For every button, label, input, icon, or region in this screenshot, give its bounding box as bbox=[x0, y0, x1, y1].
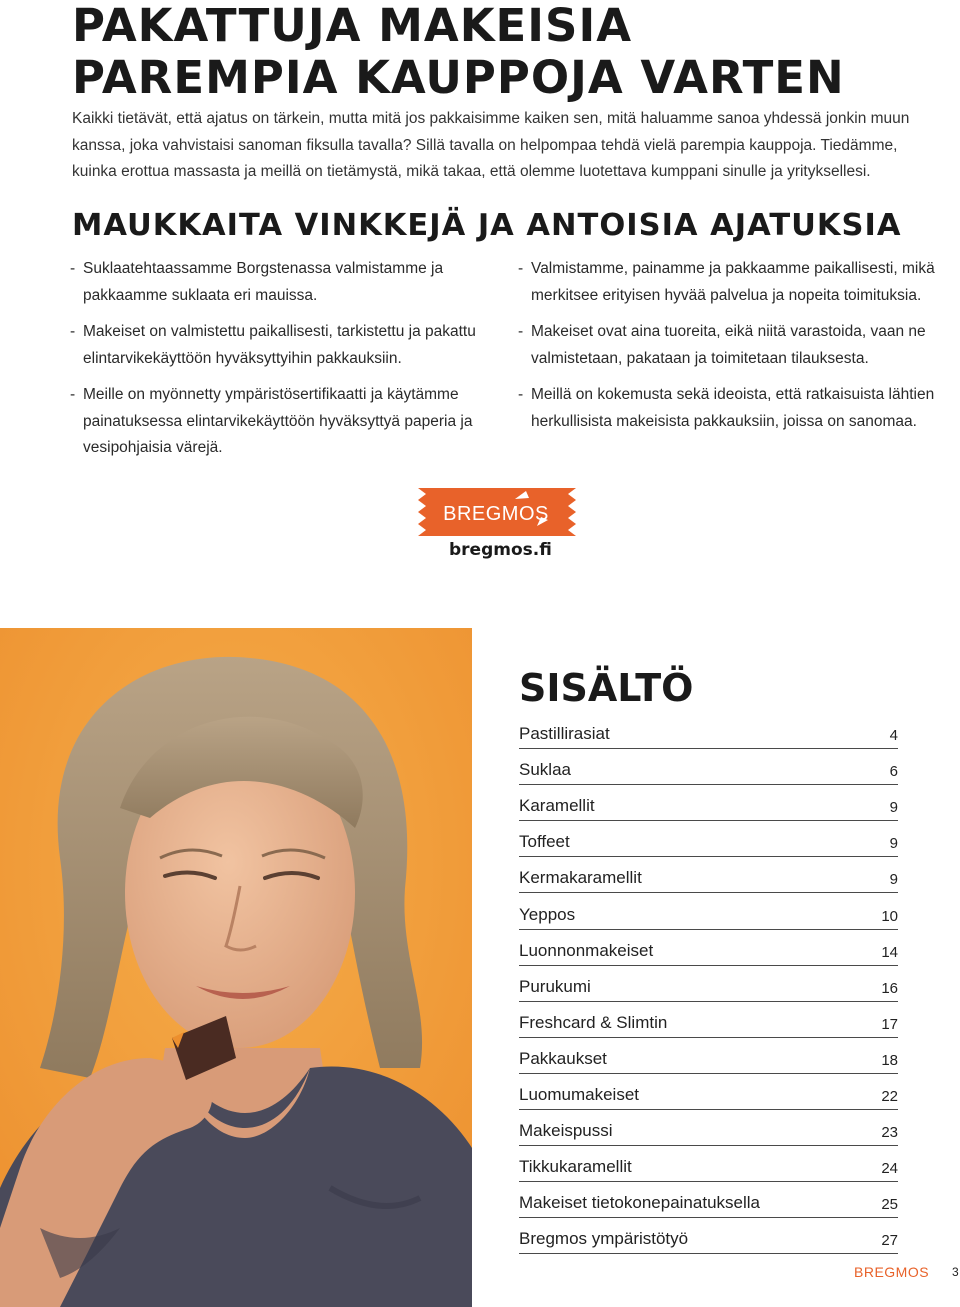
toc-item[interactable] bbox=[519, 821, 898, 857]
toc-item-page: 17 bbox=[881, 1015, 898, 1033]
toc-item-label: Makeiset tietokonepainatuksella bbox=[519, 1193, 760, 1213]
toc-item[interactable] bbox=[519, 893, 898, 929]
portrait-illustration bbox=[0, 628, 472, 1307]
toc-item-label: Yeppos bbox=[519, 904, 576, 924]
section-subheading: MAUKKAITA VINKKEJÄ JA ANTOISIA AJATUKSIA bbox=[72, 208, 902, 243]
toc-item-page: 22 bbox=[881, 1088, 898, 1106]
toc-item[interactable] bbox=[519, 857, 898, 893]
bullet-dash: - bbox=[70, 260, 76, 277]
bullet-dash: - bbox=[70, 323, 76, 340]
bullet-text: Valmistamme, painamme ja pakkaamme paikallisesti, mikä merkitsee erityisen hyvää palvelua ja nopeita toimituksia. bbox=[531, 260, 935, 304]
bullet-list-right bbox=[518, 256, 938, 445]
bullet-item bbox=[518, 319, 938, 372]
logo-wordmark: BREGMOS bbox=[443, 503, 549, 525]
page-title bbox=[72, 0, 845, 104]
bullet-item bbox=[70, 256, 490, 309]
bullet-text: Suklaatehtaassamme Borgstenassa valmistamme ja pakkaamme suklaata eri mauissa. bbox=[83, 260, 444, 304]
toc-item[interactable] bbox=[519, 713, 898, 749]
toc-item[interactable] bbox=[519, 1218, 898, 1254]
page-number: 3 bbox=[952, 1265, 959, 1279]
bullet-dash: - bbox=[518, 323, 524, 340]
toc-item-label: Kermakaramellit bbox=[519, 868, 642, 888]
bullet-dash: - bbox=[70, 386, 76, 403]
woman-eating-chocolate-photo bbox=[0, 628, 472, 1307]
toc-item-label: Tikkukaramellit bbox=[519, 1157, 632, 1177]
toc-item-label: Makeispussi bbox=[519, 1121, 613, 1141]
toc-item[interactable] bbox=[519, 785, 898, 821]
bullet-text: Makeiset ovat aina tuoreita, eikä niitä varastoida, vaan ne valmistetaan, pakataan ja toimitetaan tilauksesta. bbox=[531, 323, 926, 367]
toc-item[interactable] bbox=[519, 1182, 898, 1218]
toc-item-page: 16 bbox=[881, 979, 898, 997]
bullet-list-left bbox=[70, 256, 490, 472]
page-title-line-2: PAREMPIA KAUPPOJA VARTEN bbox=[72, 51, 845, 104]
toc-item-page: 14 bbox=[881, 943, 898, 961]
bregmos-logo bbox=[416, 486, 578, 538]
bullet-item bbox=[70, 382, 490, 462]
bullet-text: Meillä on kokemusta sekä ideoista, että ratkaisuista lähtien herkullisista makeisista pakkauksiin, joissa on sanomaa. bbox=[531, 386, 935, 430]
bullet-text: Meille on myönnetty ympäristösertifikaatti ja käytämme painatuksessa elintarvikekäyttöön hyväksyttyä paperia ja vesipohjaisia värejä. bbox=[83, 386, 473, 456]
toc-item-page: 6 bbox=[889, 763, 898, 781]
toc-title: SISÄLTÖ bbox=[519, 666, 694, 710]
toc-item[interactable] bbox=[519, 966, 898, 1002]
toc-item-page: 9 bbox=[889, 835, 898, 853]
toc-item-page: 9 bbox=[889, 871, 898, 889]
toc-item-label: Suklaa bbox=[519, 760, 571, 780]
toc-item-label: Pakkaukset bbox=[519, 1048, 607, 1068]
toc-item[interactable] bbox=[519, 1110, 898, 1146]
toc-item-label: Pastillirasiat bbox=[519, 724, 610, 744]
toc-item[interactable] bbox=[519, 1146, 898, 1182]
toc-item[interactable] bbox=[519, 749, 898, 785]
toc-item-page: 24 bbox=[881, 1160, 898, 1178]
website-link[interactable]: bregmos.fi bbox=[449, 540, 552, 560]
footer-brand: BREGMOS bbox=[854, 1264, 930, 1280]
bullet-item bbox=[518, 256, 938, 309]
toc-item[interactable] bbox=[519, 930, 898, 966]
table-of-contents bbox=[519, 713, 898, 1254]
toc-item-page: 10 bbox=[881, 907, 898, 925]
toc-item-label: Toffeet bbox=[519, 832, 570, 852]
bullet-item bbox=[518, 382, 938, 435]
toc-item-page: 9 bbox=[889, 799, 898, 817]
toc-item[interactable] bbox=[519, 1002, 898, 1038]
toc-item-page: 23 bbox=[881, 1124, 898, 1142]
toc-item-label: Purukumi bbox=[519, 976, 591, 996]
intro-paragraph: Kaikki tietävät, että ajatus on tärkein, mutta mitä jos pakkaisimme kaiken sen, mitä haluamme sanoa yhdessä jonkin muun kanssa, joka vahvistaisi sanoman fiksulla tavalla? Sillä tavalla on helpompaa tehdä vielä parempia kauppoja. Tiedämme, kuinka erottua massasta ja meillä on tietämystä, mikä takaa, että olemme luotettava kumppani sinulle ja yrityksellesi. bbox=[72, 110, 910, 180]
bullet-item bbox=[70, 319, 490, 372]
toc-item[interactable] bbox=[519, 1038, 898, 1074]
toc-item-page: 25 bbox=[881, 1196, 898, 1214]
toc-item-page: 27 bbox=[881, 1232, 898, 1250]
toc-item-page: 18 bbox=[881, 1051, 898, 1069]
toc-item-label: Luomumakeiset bbox=[519, 1085, 640, 1105]
bullet-dash: - bbox=[518, 260, 524, 277]
toc-item-label: Freshcard & Slimtin bbox=[519, 1012, 668, 1032]
toc-item-label: Karamellit bbox=[519, 796, 595, 816]
toc-item-label: Luonnonmakeiset bbox=[519, 940, 654, 960]
page-title-line-1: PAKATTUJA MAKEISIA bbox=[72, 0, 633, 52]
toc-item-label: Bregmos ympäristötyö bbox=[519, 1229, 689, 1249]
bullet-dash: - bbox=[518, 386, 524, 403]
toc-item-page: 4 bbox=[889, 727, 898, 745]
toc-item[interactable] bbox=[519, 1074, 898, 1110]
candy-wrapper-logo-icon bbox=[416, 486, 578, 538]
bullet-text: Makeiset on valmistettu paikallisesti, tarkistettu ja pakattu elintarvikekäyttöön hyväksyttyihin pakkauksiin. bbox=[83, 323, 476, 367]
